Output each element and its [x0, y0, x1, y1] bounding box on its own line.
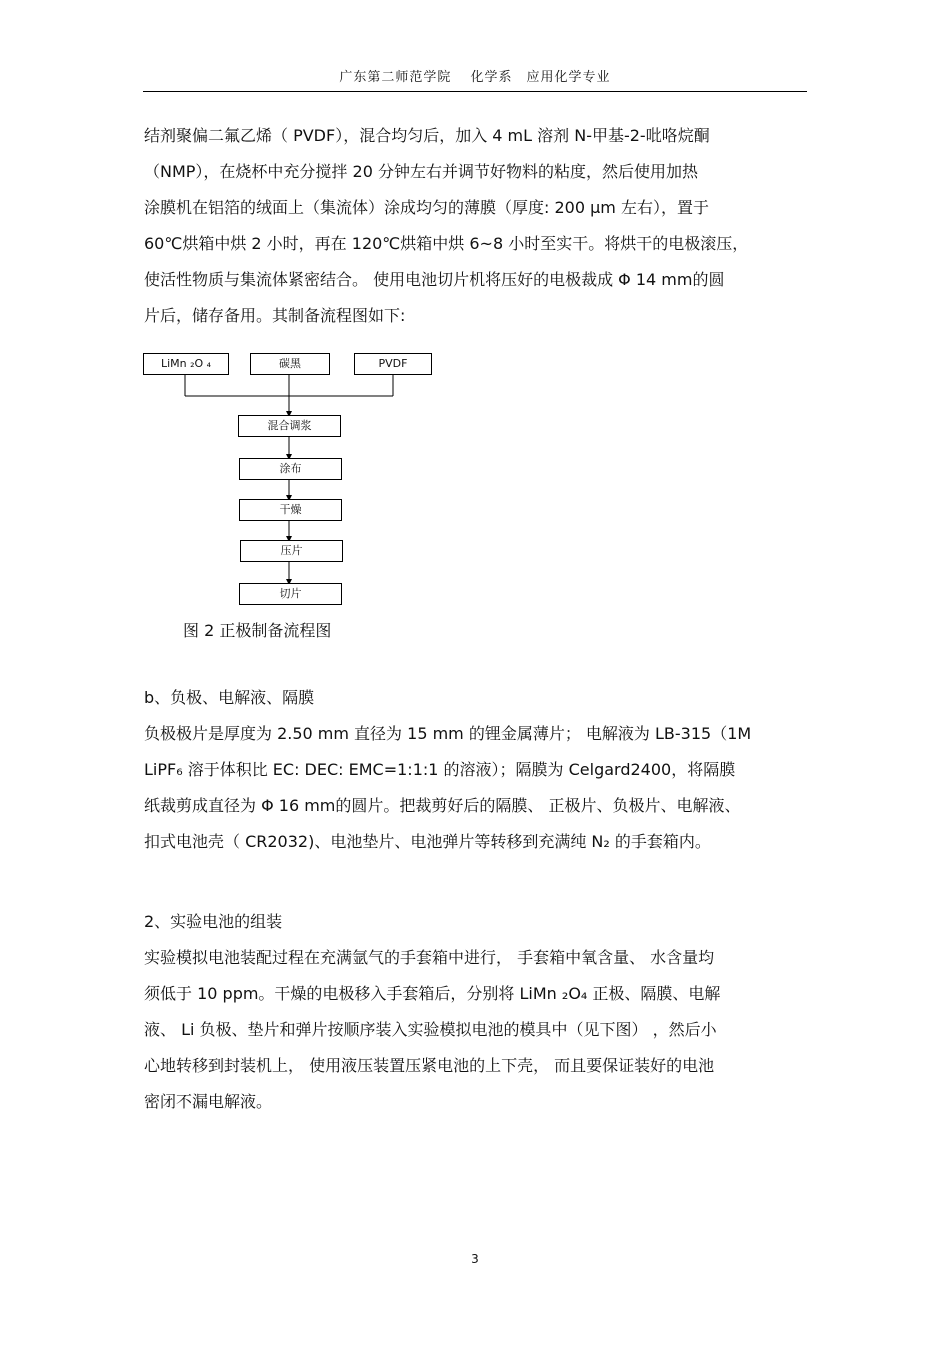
text-line: 纸裁剪成直径为 Φ 16 mm的圆片。把裁剪好后的隔膜、 正极片、负极片、电解液、 [144, 796, 741, 815]
text-line: 扣式电池壳（ CR2032)、电池垫片、电池弹片等转移到充满纯 N₂ 的手套箱内。 [144, 832, 711, 851]
running-header: 广东第二师范学院 化学系 应用化学专业 [339, 70, 611, 85]
flow-step-pressing: 压片 [240, 540, 343, 562]
flow-step-mixing: 混合调浆 [238, 415, 341, 437]
text-line: 涂膜机在铝箔的绒面上（集流体）涂成均匀的薄膜（厚度: 200 μm 左右），置于 [144, 198, 709, 217]
flowchart-connectors [143, 350, 443, 610]
text-line: 实验模拟电池装配过程在充满氩气的手套箱中进行， 手套箱中氧含量、 水含量均 [144, 948, 715, 967]
header-divider [143, 91, 807, 92]
figure-caption: 图 2 正极制备流程图 [183, 621, 332, 640]
text-line: 片后，储存备用。其制备流程图如下: [144, 306, 406, 325]
page-number: 3 [471, 1252, 479, 1266]
flow-input-limn2o4: LiMn ₂O ₄ [143, 353, 229, 375]
text-line: 心地转移到封装机上， 使用液压装置压紧电池的上下壳， 而且要保证装好的电池 [144, 1056, 715, 1075]
text-line: 须低于 10 ppm。干燥的电极移入手套箱后，分别将 LiMn ₂O₄ 正极、隔膜、电解 [144, 984, 721, 1003]
paragraph-electrode-preparation [144, 118, 808, 334]
section-2-battery-assembly [144, 904, 808, 1120]
flow-step-coating: 涂布 [239, 458, 342, 480]
text-line: （NMP），在烧杯中充分搅拌 20 分钟左右并调节好物料的粘度，然后使用加热 [144, 162, 698, 181]
section-b-anode-electrolyte-separator [144, 680, 808, 860]
text-line: 60℃烘箱中烘 2 小时，再在 120℃烘箱中烘 6~8 小时至实干。将烘干的电极滚压， [144, 234, 749, 253]
text-line: 负极极片是厚度为 2.50 mm 直径为 15 mm 的锂金属薄片； 电解液为 LB-315（1M [144, 724, 752, 743]
flowchart-cathode-preparation [143, 350, 443, 610]
flow-step-cutting: 切片 [239, 583, 342, 605]
flow-input-carbon-black: 碳黑 [250, 353, 330, 375]
section-heading: b、负极、电解液、隔膜 [144, 688, 315, 707]
text-line: LiPF₆ 溶于体积比 EC: DEC: EMC=1:1:1 的溶液）；隔膜为 Celgard2400，将隔膜 [144, 760, 736, 779]
flow-input-pvdf: PVDF [354, 353, 432, 375]
section-heading: 2、实验电池的组装 [144, 912, 283, 931]
text-line: 结剂聚偏二氟乙烯（ PVDF），混合均匀后，加入 4 mL 溶剂 N-甲基-2-吡咯烷酮 [144, 126, 710, 145]
flow-step-drying: 干燥 [239, 499, 342, 521]
text-line: 密闭不漏电解液。 [144, 1092, 273, 1111]
text-line: 液、 Li 负极、垫片和弹片按顺序装入实验模拟电池的模具中（见下图） ，然后小 [144, 1020, 717, 1039]
text-line: 使活性物质与集流体紧密结合。 使用电池切片机将压好的电极裁成 Φ 14 mm的圆 [144, 270, 725, 289]
